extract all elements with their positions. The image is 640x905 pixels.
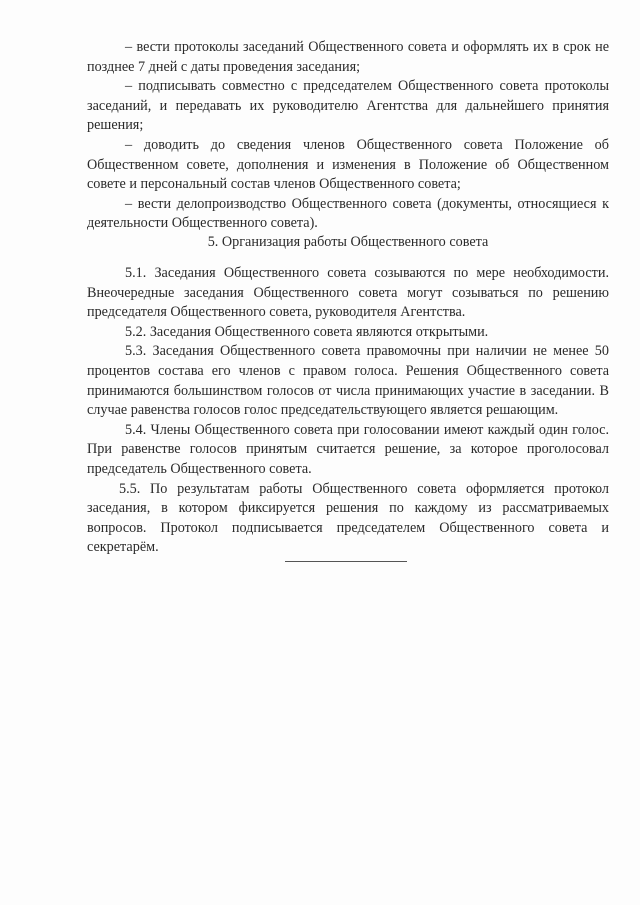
paragraph-5-3: 5.3. Заседания Общественного совета правомочны при наличии не менее 50 процентов состава его членов с правом голоса. Решения Общественного совета принимаются большинством голосов от числа принимающих участие в заседании. В случае равенства голосов голос председательствующего является решающим. [87, 343, 609, 419]
closing-rule [285, 561, 407, 562]
duty-item: – подписывать совместно с председателем Общественного совета протоколы заседаний, и передавать их руководителю Агентства для дальнейшего принятия решения; [87, 78, 609, 134]
duty-item: – доводить до сведения членов Общественного совета Положение об Общественном совете, дополнения и изменения в Положение об Общественном совете и персональный состав членов Общественного совета; [87, 136, 609, 193]
paragraph-5-1: 5.1. Заседания Общественного совета созываются по мере необходимости. Внеочередные заседания Общественного совета могут созываться по решению председателя Общественного совета, руководителя Агентства. [87, 265, 609, 321]
section-5-body [87, 264, 609, 558]
paragraph-5-5: 5.5. По результатам работы Общественного совета оформляется протокол заседания, в котором фиксируется решения по каждому из рассматриваемых вопросов. Протокол подписывается председателем Общественного совета и секретарём. [87, 480, 609, 556]
paragraph-5-2: 5.2. Заседания Общественного совета являются открытыми. [125, 323, 489, 340]
duty-item: – вести делопроизводство Общественного совета (документы, относящиеся к деятельности Общественного совета). [87, 195, 609, 232]
section-heading: 5. Организация работы Общественного совета [207, 234, 489, 250]
paragraph-5-4: 5.4. Члены Общественного совета при голосовании имеют каждый один голос. При равенстве голосов принятым считается решение, за которое проголосовал председатель Общественного совета. [87, 421, 609, 477]
duty-item: – вести протоколы заседаний Общественного совета и оформлять их в срок не позднее 7 дней с даты проведения заседания; [87, 39, 609, 75]
secretary-duties-list [87, 38, 609, 234]
